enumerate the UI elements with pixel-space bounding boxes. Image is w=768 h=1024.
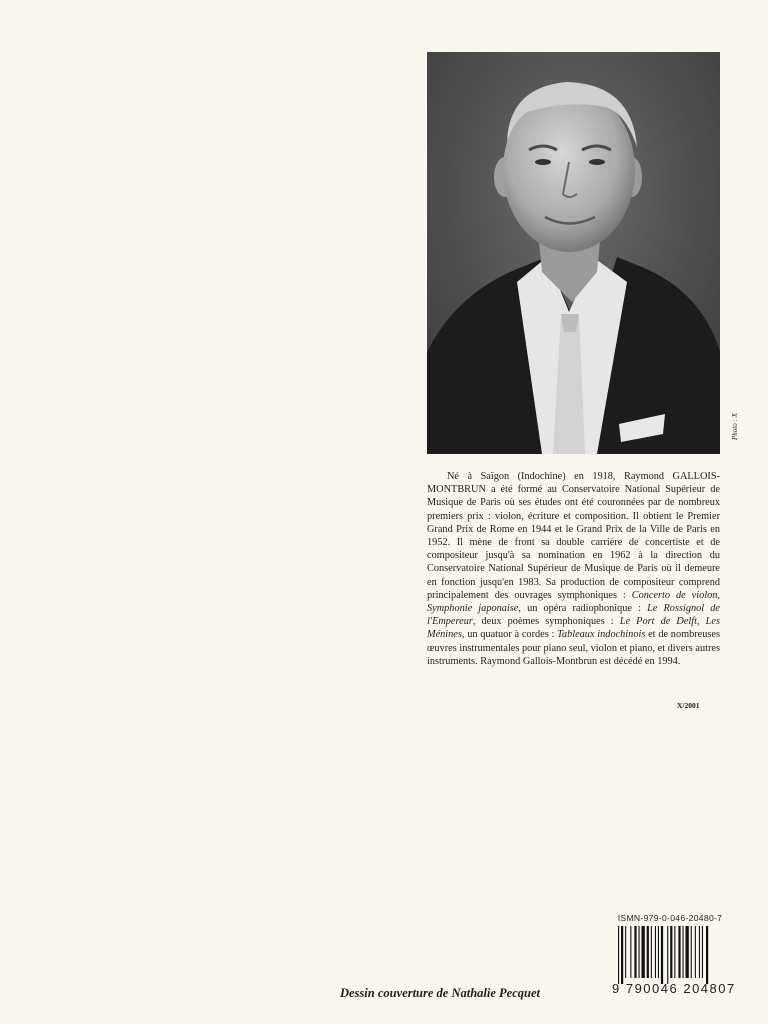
biography-text: et de nombreuses œuvres instrumentales pour piano seul, violon et piano, et divers autres instruments. Raymond Gallois-Montbrun est décédé en 1994. [427, 629, 720, 667]
ismn-number: ISMN-979-0-046-20480-7 [617, 913, 723, 923]
edition-code: X/2001 [677, 701, 700, 710]
work-title: Concerto de violon, Symphonie japonaise [427, 589, 720, 615]
biography-text: , deux poèmes symphoniques : [472, 616, 620, 628]
composer-biography [427, 470, 720, 668]
biography-text: , un opéra radiophonique : [518, 603, 648, 615]
work-title: Tableaux indochinois [557, 629, 646, 641]
composer-portrait-photo [427, 52, 720, 454]
biography-text: , un quatuor à cordes : [461, 629, 558, 641]
cover-design-credit: Dessin couverture de Nathalie Pecquet [340, 986, 540, 1000]
biography-text: Né à Saïgon (Indochine) en 1918, Raymond GALLOIS-MONTBRUN a été formé au Conservatoire National Supérieur de Musique de Paris où ses études ont été couronnées par de nombreux premiers prix : violon, écriture et composition. Il obtient le Premier Grand Prix de Rome en 1944 et le Grand Prix de la Ville de Paris en 1952. Il mène de front sa double carrière de concertiste et de compositeur jusqu'à sa nomination en 1962 à la direction du Conservatoire National Supérieur de Musique de Paris où il demeure en fonction jusqu'en 1983. Sa production de compositeur comprend principalement des ouvrages symphoniques : [427, 471, 720, 601]
work-title: Le Port de Delft, Les Ménines [427, 616, 720, 641]
barcode-icon [616, 926, 724, 984]
work-title: Le Rossignol de l'Empereur [427, 603, 720, 628]
photo-credit: Photo : X [731, 413, 739, 440]
barcode-block [612, 913, 736, 1005]
ean-number: 9 790046 204807 [612, 981, 736, 996]
